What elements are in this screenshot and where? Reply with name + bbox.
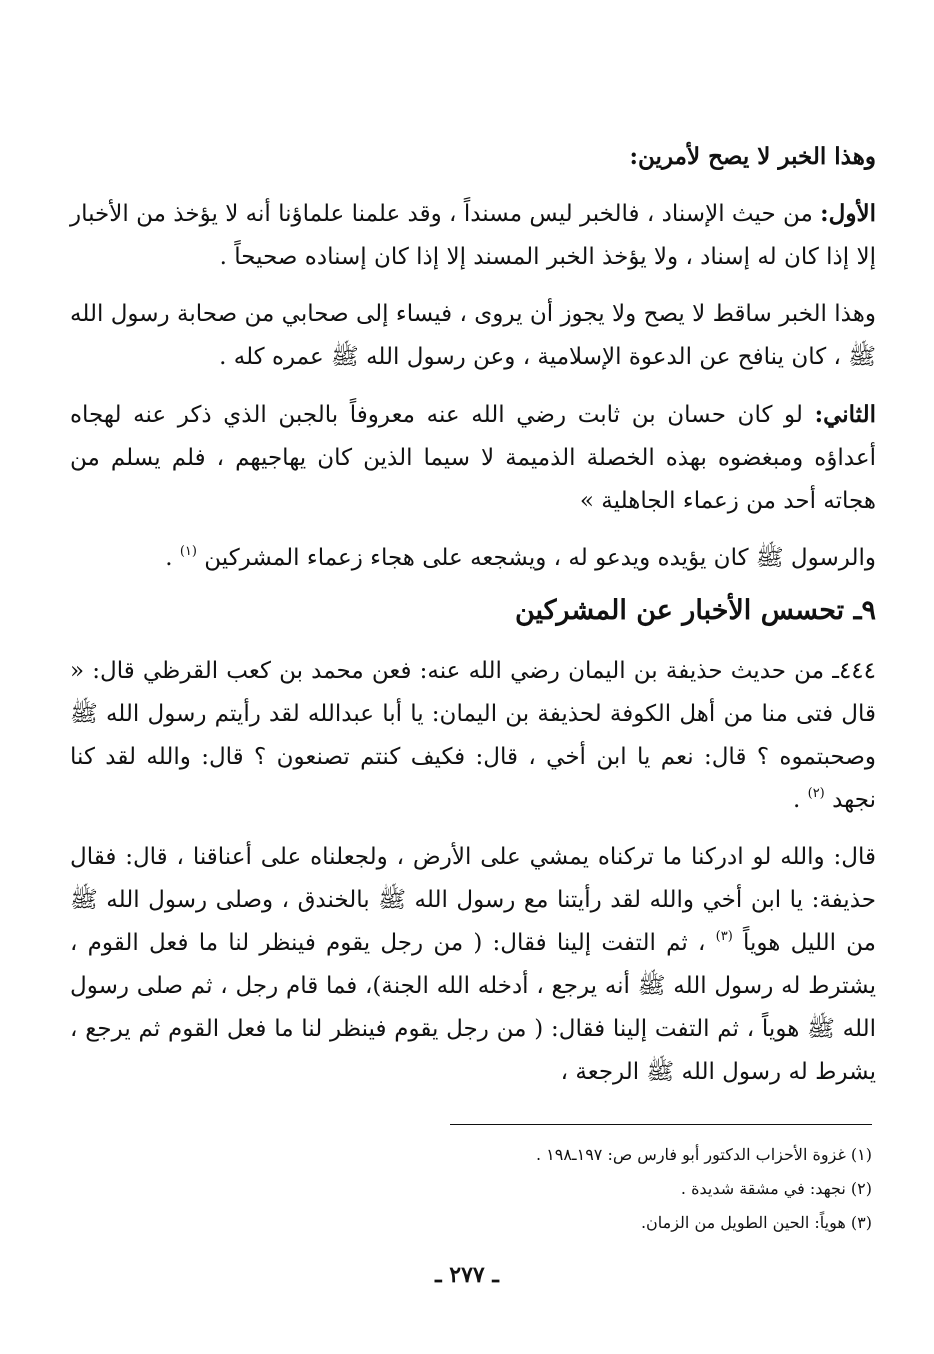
footnote-1: (١) غزوة الأحزاب الدكتور أبو فارس ص: ١٩٧ـ١٩٨ . [535, 1145, 872, 1164]
hadith-text: ٤٤٤ـ من حديث حذيفة بن اليمان رضي الله عنه: فعن محمد بن كعب القرظي قال: « قال فتى منا من أهل الكوفة لحذيفة بن اليمان: يا أبا عبدالله لقد رأيتم رسول الله ﷺ وصحبتموه ؟ قال: نعم يا ابن أخي ، قال: فكيف كنتم تصنعون ؟ قال: والله لقد كنا نجهد [70, 658, 876, 813]
footnotes [70, 1138, 872, 1240]
hadith-end: . [792, 787, 808, 813]
intro-line: وهذا الخبر لا يصح لأمرين: [629, 143, 876, 170]
paragraph-khandaq [70, 836, 876, 1094]
second-reason-label: الثاني: [814, 401, 876, 428]
paragraph-second-reason [70, 393, 876, 523]
paragraph-rejection: وهذا الخبر ساقط لا يصح ولا يجوز أن يروى ، فيساء إلى صحابي من صحابة رسول الله ﷺ ، كان ينافح عن الدعوة الإسلامية ، وعن رسول الله ﷺ عمره كله . [70, 301, 876, 370]
paragraph-first-reason [70, 192, 876, 279]
page-body [70, 135, 876, 1094]
paragraph-support [70, 537, 876, 580]
khandaq-text-1: قال: والله لو ادركنا ما تركناه يمشي على الأرض ، ولجعلناه على أعناقنا ، قال: فقال حذيفة: يا ابن أخي والله لقد رأيتنا مع رسول الله ﷺ بالخندق ، وصلى رسول الله ﷺ من الليل هوياً [70, 844, 876, 956]
footnote-ref-2[interactable]: (٢) [807, 786, 825, 801]
khandaq-text-2: ، ثم التفت إلينا فقال: ( من رجل يقوم فينظر لنا ما فعل القوم ، يشترط له رسول الله ﷺ أنه يرجع ، أدخله الله الجنة)، فما قام رجل ، ثم صلى رسول الله ﷺ هوياً ، ثم التفت إلينا فقال: ( من رجل يقوم فينظر لنا ما فعل القوم ثم يرجع ، يشرط له رسول الله ﷺ الرجعة ، [70, 930, 876, 1085]
support-end: . [165, 545, 180, 571]
footnote-3: (٣) هوياً: الحين الطويل من الزمان. [640, 1213, 872, 1232]
footnote-ref-3[interactable]: (٣) [715, 929, 733, 944]
footnote-2: (٢) نجهد: في مشقة شديدة . [680, 1179, 872, 1198]
first-reason-label: الأول: [820, 200, 876, 227]
page-number: ـ ٢٧٧ ـ [435, 1262, 499, 1288]
section-title: ٩ـ تحسس الأخبار عن المشركين [514, 595, 876, 626]
second-reason-text: لو كان حسان بن ثابت رضي الله عنه معروفاً بالجبن الذي ذكر عنه لهجاه أعداؤه ومبغضوه بهذه الخصلة الذميمة لا سيما الذين كان يهاجيهم ، فلم يسلم من هجاته أحد من زعماء الجاهلية » [70, 402, 876, 514]
first-reason-text: من حيث الإسناد ، فالخبر ليس مسنداً ، وقد علمنا علماؤنا أنه لا يؤخذ من الأخبار إلا إذا كان له إسناد ، ولا يؤخذ الخبر المسند إلا إذا كان إسناده صحيحاً . [70, 201, 876, 270]
paragraph-hadith [70, 650, 876, 822]
footnote-ref-1[interactable]: (١) [179, 544, 197, 559]
support-text: والرسول ﷺ كان يؤيده ويدعو له ، ويشجعه على هجاء زعماء المشركين [204, 545, 876, 571]
footnote-divider [450, 1124, 872, 1125]
